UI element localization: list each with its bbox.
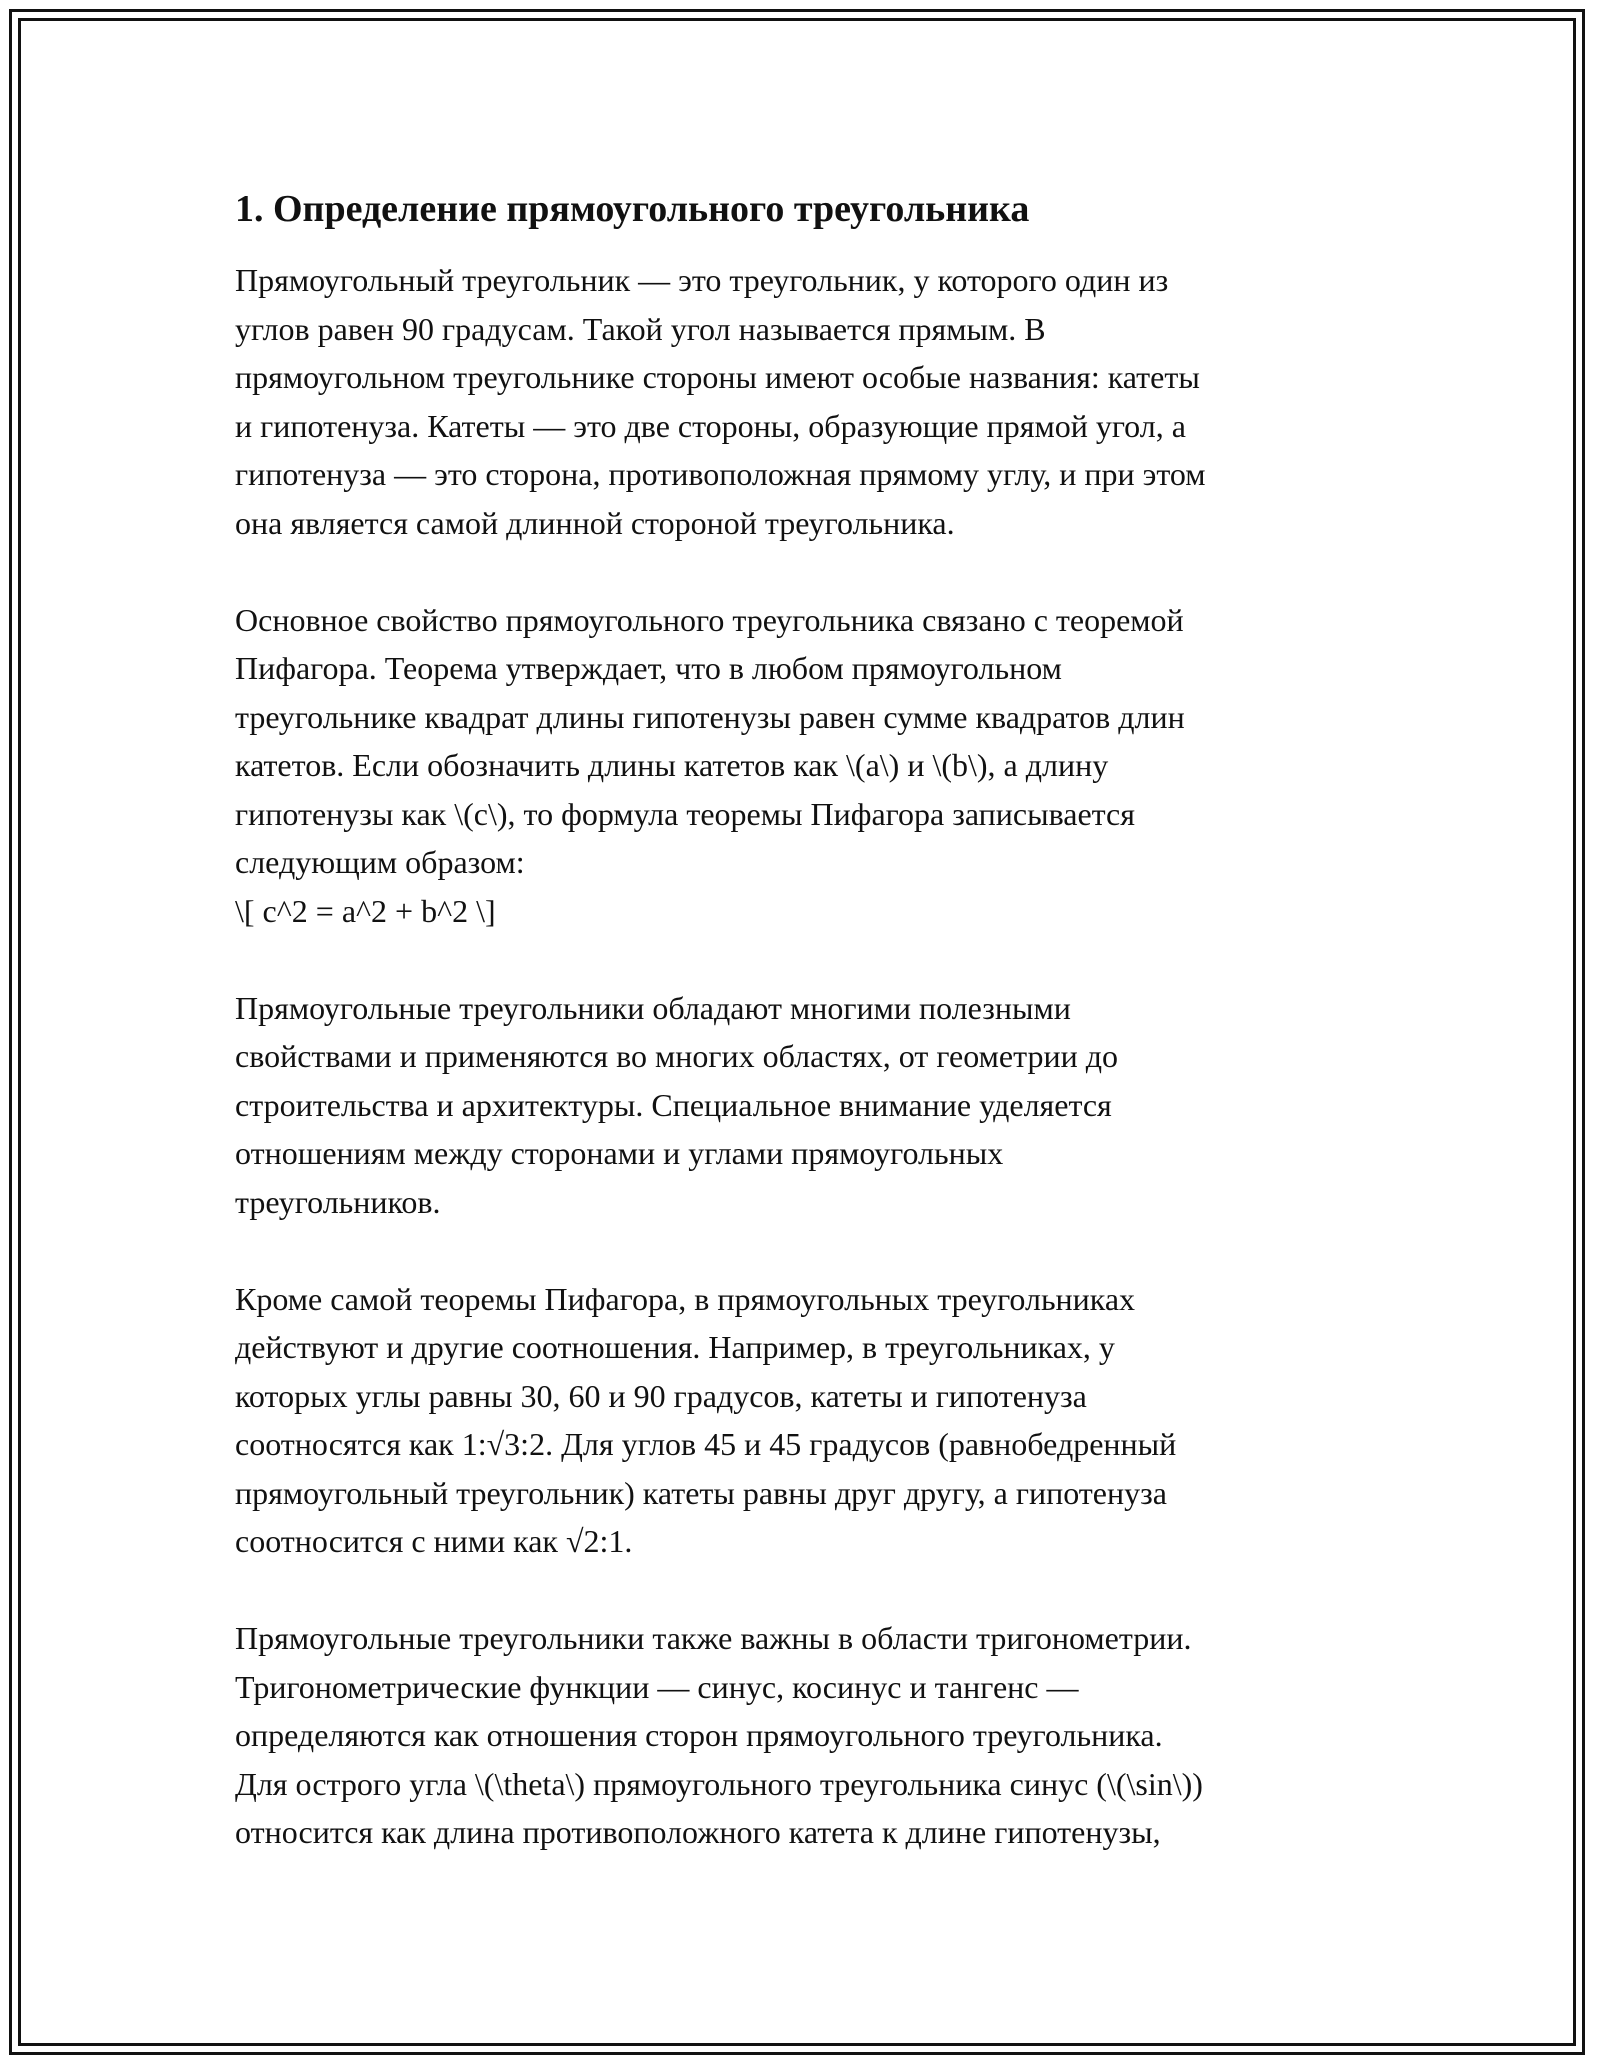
text-line: Прямоугольный треугольник — это треугольник, у которого один из [235,262,1169,298]
text-line: следующим образом: [235,844,525,880]
text-line: соотносится с ними как √2:1. [235,1523,633,1559]
text-line: определяются как отношения сторон прямоугольного треугольника. [235,1717,1163,1753]
formula-line: \[ c^2 = a^2 + b^2 \] [235,892,496,929]
text-line: Для острого угла \(\theta\) прямоугольного треугольника синус (\(\sin\)) [235,1765,1203,1802]
text-line: она является самой длинной стороной треугольника. [235,504,955,541]
text-line: отношениям между сторонами и углами прямоугольных [235,1135,1004,1171]
document-body [235,185,1365,1905]
text-line: прямоугольный треугольник) катеты равны друг другу, а гипотенуза [235,1474,1167,1511]
text-line: строительства и архитектуры. Специальное внимание уделяется [235,1086,1112,1123]
text-line: гипотенуза — это сторона, противоположная прямому углу, и при этом [235,456,1206,492]
paragraph-definition [235,256,1365,547]
text-line: Прямоугольные треугольники также важны в области тригонометрии. [235,1620,1192,1656]
text-line: катетов. Если обозначить длины катетов как \(a\) и \(b\), а длину [235,747,1109,783]
text-line: и гипотенуза. Катеты — это две стороны, образующие прямой угол, а [235,407,1186,444]
text-line: Основное свойство прямоугольного треугольника связано с теоремой [235,601,1184,638]
text-line: которых углы равны 30, 60 и 90 градусов, катеты и гипотенуза [235,1377,1087,1414]
text-line: свойствами и применяются во многих областях, от геометрии до [235,1038,1118,1074]
paragraph-special-ratios [235,1275,1365,1566]
paragraph-trigonometry [235,1614,1365,1857]
text-line: углов равен 90 градусам. Такой угол называется прямым. В [235,310,1046,347]
text-line: Пифагора. Теорема утверждает, что в любом прямоугольном [235,650,1062,686]
text-line: гипотенузы как \(c\), то формула теоремы Пифагора записывается [235,795,1135,832]
text-line: треугольнике квадрат длины гипотенузы равен сумме квадратов длин [235,698,1185,735]
text-line: Прямоугольные треугольники обладают многими полезными [235,989,1071,1026]
text-line: Кроме самой теоремы Пифагора, в прямоугольных треугольниках [235,1280,1136,1317]
text-line: треугольников. [235,1183,441,1220]
text-line: Тригонометрические функции — синус, косинус и тангенс — [235,1668,1079,1705]
section-heading: 1. Определение прямоугольного треугольника [235,188,1030,230]
paragraph-applications [235,984,1365,1227]
paragraph-pythagoras [235,596,1365,936]
text-line: соотносятся как 1:√3:2. Для углов 45 и 45 градусов (равнобедренный [235,1426,1177,1462]
text-line: действуют и другие соотношения. Например, в треугольниках, у [235,1329,1115,1365]
text-line: относится как длина противоположного катета к длине гипотенузы, [235,1814,1161,1850]
text-line: прямоугольном треугольнике стороны имеют особые названия: катеты [235,359,1200,395]
